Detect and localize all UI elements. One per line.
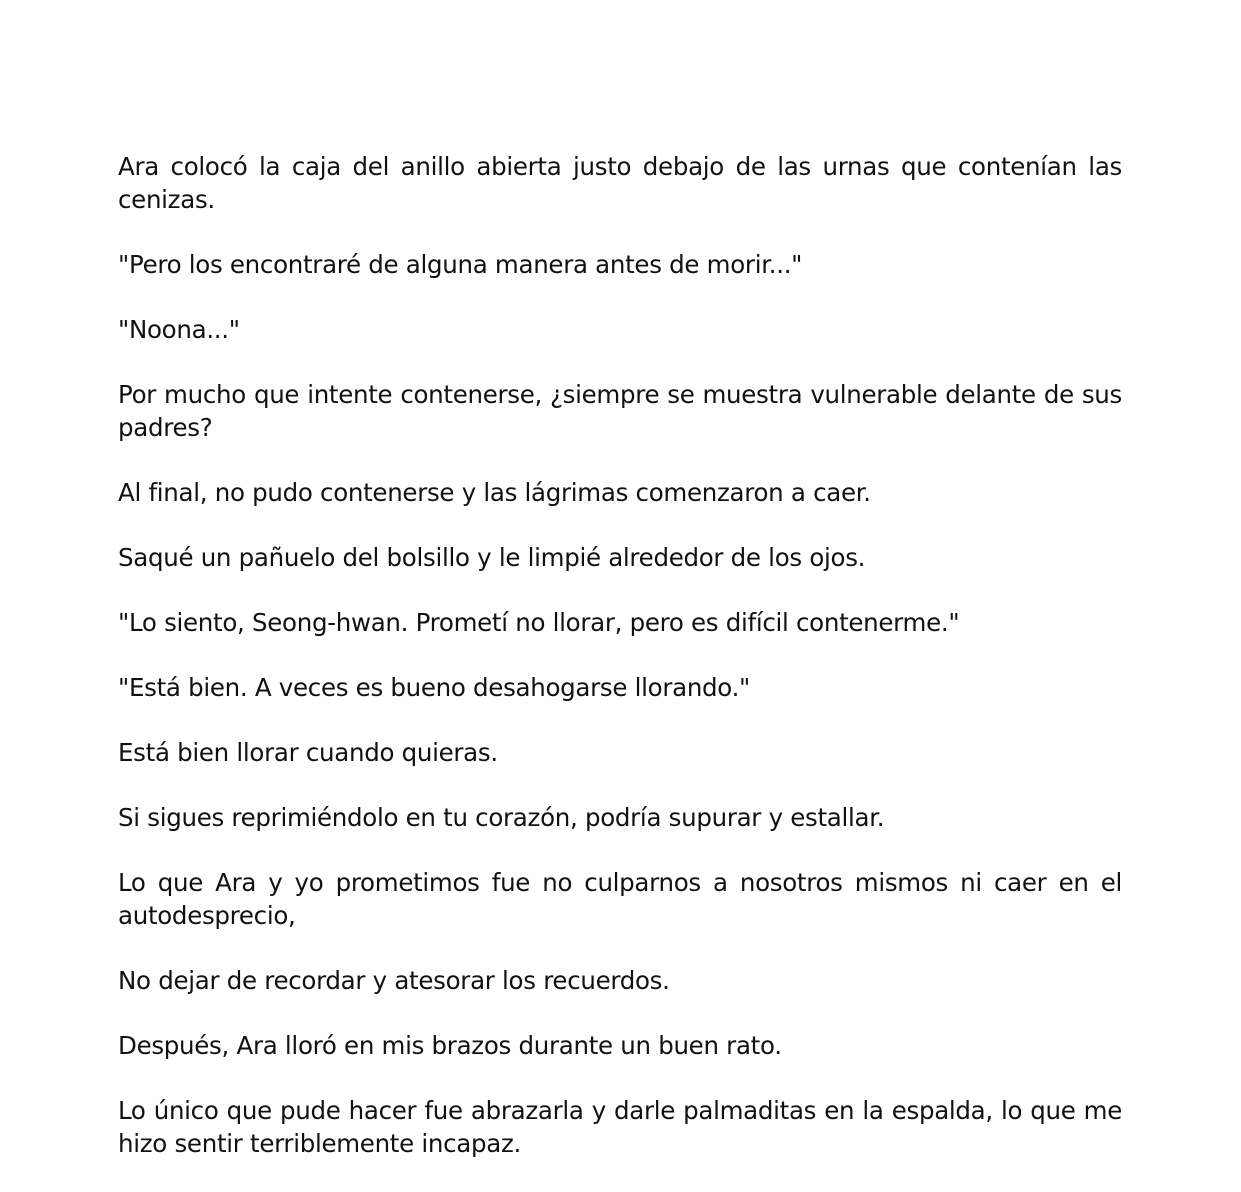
paragraph-1: Ara colocó la caja del anillo abierta justo debajo de las urnas que contenían las cenizas. xyxy=(118,152,1122,214)
paragraph-5: Al final, no pudo contenerse y las lágrimas comenzaron a caer. xyxy=(118,478,871,507)
document-page xyxy=(118,150,1122,1192)
paragraph-8: "Está bien. A veces es bueno desahogarse llorando." xyxy=(118,673,751,702)
paragraph-13: Después, Ara lloró en mis brazos durante un buen rato. xyxy=(118,1031,782,1060)
paragraph-9: Está bien llorar cuando quieras. xyxy=(118,738,498,767)
paragraph-10: Si sigues reprimiéndolo en tu corazón, podría supurar y estallar. xyxy=(118,803,885,832)
paragraph-7: "Lo siento, Seong-hwan. Prometí no llorar, pero es difícil contenerme." xyxy=(118,608,960,637)
paragraph-2: "Pero los encontraré de alguna manera antes de morir..." xyxy=(118,250,803,279)
paragraph-3: "Noona..." xyxy=(118,315,240,344)
paragraph-11: Lo que Ara y yo prometimos fue no culparnos a nosotros mismos ni caer en el autodesprecio, xyxy=(118,868,1122,930)
paragraph-4: Por mucho que intente contenerse, ¿siempre se muestra vulnerable delante de sus padres? xyxy=(118,380,1122,442)
paragraph-12: No dejar de recordar y atesorar los recuerdos. xyxy=(118,966,670,995)
paragraph-6: Saqué un pañuelo del bolsillo y le limpié alrededor de los ojos. xyxy=(118,543,866,572)
paragraph-14: Lo único que pude hacer fue abrazarla y darle palmaditas en la espalda, lo que me hizo sentir terriblemente incapaz. xyxy=(118,1096,1122,1158)
